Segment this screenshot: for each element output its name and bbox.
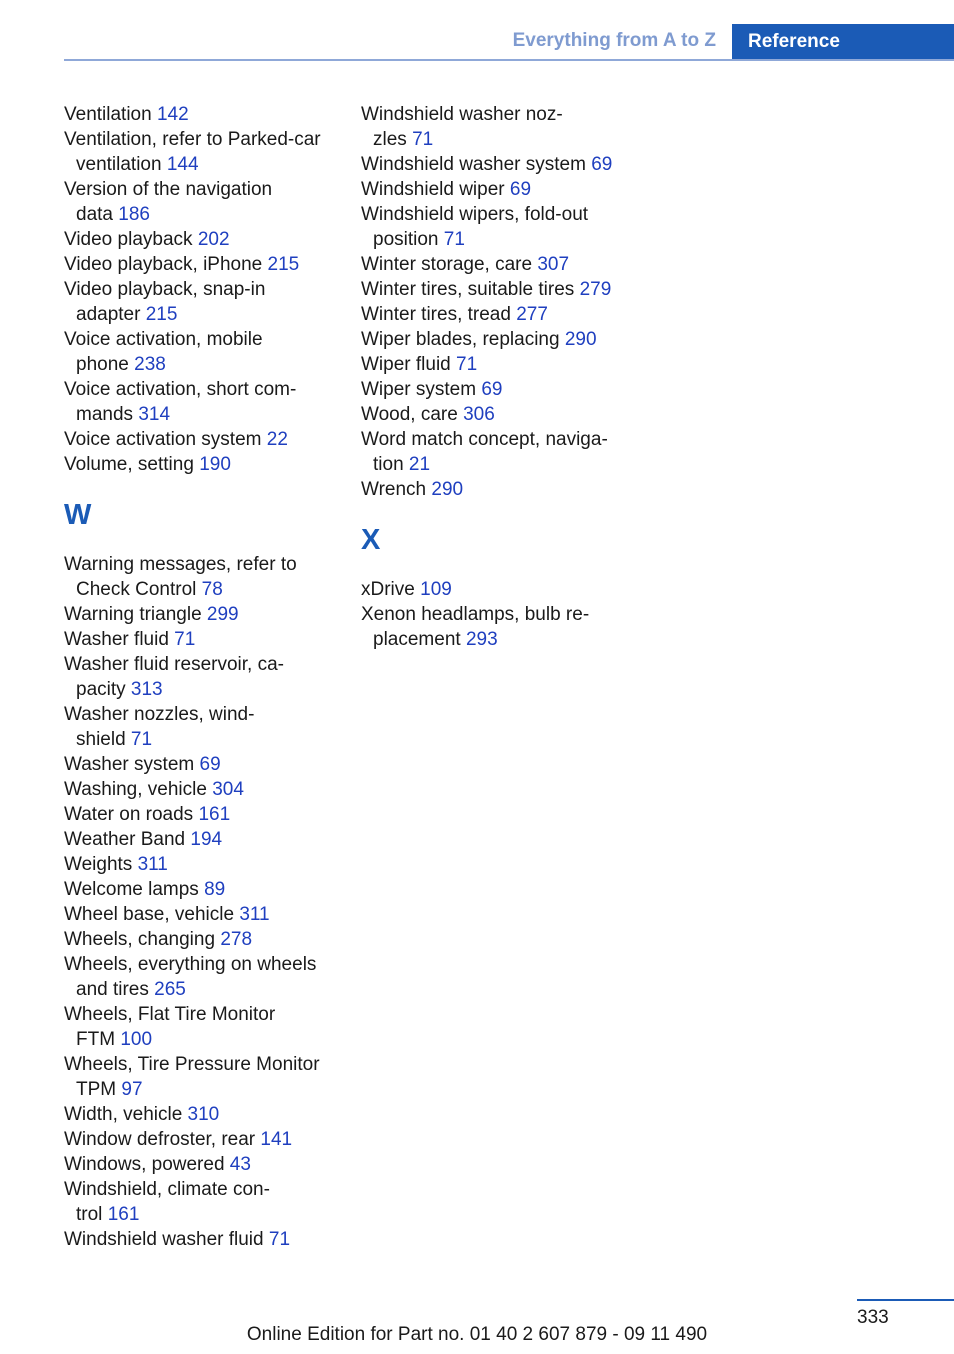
index-entry-line [64,302,354,327]
index-entry-text: Warning triangle [64,604,207,625]
index-entry-text: Wrench [361,479,432,500]
index-entry-text: Volume, setting [64,454,200,475]
index-entry-text: Voice activation system [64,429,267,450]
index-entry-text: Ventilation, refer to Parked-car [64,129,321,150]
index-entry [64,1152,354,1177]
index-entry-line [64,902,354,927]
index-entry-text: Wood, care [361,404,464,425]
index-entry-line [361,602,651,627]
page-reference-link[interactable]: 78 [201,579,223,600]
index-entry [64,1127,354,1152]
index-entry-line [361,427,651,452]
index-entry-text: data [76,204,119,225]
index-entry [361,352,651,377]
index-entry [361,152,651,177]
index-entry-text: Wiper fluid [361,354,457,375]
index-entry-text: Warning messages, refer to [64,554,297,575]
index-entry [64,552,354,602]
index-entry-line [64,1052,354,1077]
index-letter-heading: W [64,499,92,531]
index-entry [64,1177,354,1227]
index-entry [64,327,354,377]
page-reference-link[interactable]: 310 [187,1104,220,1125]
index-entry [361,477,651,502]
index-entry [361,277,651,302]
page-reference-link[interactable]: 186 [118,204,150,225]
index-entry-text: Windshield washer fluid [64,1229,269,1250]
index-entry [64,877,354,902]
index-entry-text: placement [373,629,466,650]
page-reference-link[interactable]: 142 [156,104,189,125]
index-entry-line [64,402,354,427]
index-entry [64,127,354,177]
index-entry-line [64,602,354,627]
index-entry-line [64,827,354,852]
footer-divider [857,1299,954,1301]
index-entry-line [64,652,354,677]
index-entry-text: Windshield washer system [361,154,592,175]
index-entry-text: and tires [76,979,155,1000]
index-entry-line [64,1102,354,1127]
index-entry-text: position [373,229,444,250]
index-entry-text: mands [76,404,139,425]
index-entry-line [361,327,651,352]
page-reference-link[interactable]: 141 [260,1129,293,1150]
index-entry-text: Weights [64,854,138,875]
index-entry-line [64,627,354,652]
index-entry-line [64,152,354,177]
page-reference-link[interactable]: 306 [463,404,495,425]
index-entry-line [64,227,354,252]
index-entry-line [64,427,354,452]
index-entry-line [64,1027,354,1052]
index-entry [361,202,651,252]
index-entry-text: phone [76,354,135,375]
index-entry [64,1227,354,1252]
index-entry [64,452,354,477]
index-entry-line [361,452,651,477]
index-entry-line [361,302,651,327]
index-entry-line [361,402,651,427]
header-divider [64,59,954,61]
index-entry [64,377,354,427]
index-entry-line [64,702,354,727]
index-entry [64,927,354,952]
index-entry [64,1102,354,1127]
page-reference-link[interactable]: 215 [267,254,300,275]
index-entry-text: Xenon headlamps, bulb re- [361,604,590,625]
index-entry [64,177,354,227]
page-reference-link[interactable]: 190 [199,454,231,475]
index-entry-line [64,252,354,277]
index-entry-line [64,1202,354,1227]
page-reference-link[interactable]: 21 [408,454,431,475]
index-entry-text: Video playback, iPhone [64,254,268,275]
page-reference-link[interactable]: 238 [134,354,166,375]
index-entry-line [361,202,651,227]
index-entry [64,852,354,877]
page-reference-link[interactable]: 71 [456,354,478,375]
index-entry-line [64,1002,354,1027]
page-reference-link[interactable]: 71 [443,229,465,250]
index-entry-text: xDrive [361,579,421,600]
index-entry-line [361,177,651,202]
index-entry-text: TPM [76,1079,122,1100]
index-entry-text: Windshield wipers, fold-out [361,204,589,225]
page-reference-link[interactable]: 202 [197,229,230,250]
index-entry [64,652,354,702]
index-entry-text: Windshield washer noz- [361,104,563,125]
index-entry-line [361,252,651,277]
index-entry-line [64,1227,354,1252]
index-entry-line [361,102,651,127]
index-entry-line [64,677,354,702]
index-entry-text: Washer fluid reservoir, ca- [64,654,284,675]
index-letter-heading: X [361,524,381,556]
page-reference-link[interactable]: 311 [137,854,168,875]
index-entry-text: Check Control [76,579,202,600]
index-entry-line [64,1077,354,1102]
index-entry-line [64,727,354,752]
index-entry-line [361,577,651,602]
page-reference-link[interactable]: 307 [537,254,570,275]
index-entry-text: Washer nozzles, wind- [64,704,255,725]
index-entry-text: Wheels, everything on wheels [64,954,317,975]
page-reference-link[interactable]: 97 [121,1079,143,1100]
index-entry [361,377,651,402]
index-entry [64,102,354,127]
index-entry-line [64,277,354,302]
index-entry-line [64,952,354,977]
index-entry-line [361,627,651,652]
index-entry-text: tion [373,454,409,475]
index-entry [64,252,354,277]
page-reference-link[interactable]: 22 [266,429,288,450]
page-reference-link[interactable]: 194 [190,829,223,850]
index-entry-text: Winter tires, tread [361,304,517,325]
index-entry [64,827,354,852]
index-entry-line [361,127,651,152]
index-entry-text: Washer fluid [64,629,175,650]
index-entry-line [64,552,354,577]
index-entry-text: Video playback [64,229,198,250]
page-reference-link[interactable]: 100 [120,1029,153,1050]
index-entry-line [64,1152,354,1177]
index-entry [64,1002,354,1052]
index-entry-text: trol [76,1204,108,1225]
index-entry [361,252,651,277]
page-reference-link[interactable]: 69 [199,754,221,775]
index-entry [361,402,651,427]
index-entry [64,627,354,652]
index-entry-text: Winter tires, suitable tires [361,279,580,300]
page-reference-link[interactable]: 304 [212,779,244,800]
index-entry-text: Weather Band [64,829,191,850]
index-entry-text: Winter storage, care [361,254,538,275]
page-reference-link[interactable]: 144 [166,154,199,175]
page-reference-link[interactable]: 69 [481,379,503,400]
index-entry [361,102,651,152]
index-entry [361,427,651,477]
index-entry-line [64,202,354,227]
index-entry-text: Voice activation, mobile [64,329,263,350]
index-entry-line [361,352,651,377]
index-entry-text: ventilation [76,154,167,175]
index-entry-line [64,802,354,827]
index-entry [64,777,354,802]
page-reference-link[interactable]: 71 [174,629,196,650]
index-entry-text: Windows, powered [64,1154,230,1175]
index-entry [361,327,651,352]
index-entry [64,277,354,327]
index-entry-line [64,177,354,202]
index-entry-text: zles [373,129,413,150]
index-entry-line [64,377,354,402]
index-entry-line [64,852,354,877]
index-entry-line [64,1177,354,1202]
index-entry-text: Windshield, climate con- [64,1179,270,1200]
index-entry-text: Water on roads [64,804,199,825]
index-entry-text: Wheels, Tire Pressure Monitor [64,1054,320,1075]
page-reference-link[interactable]: 299 [206,604,239,625]
page-reference-link[interactable]: 293 [465,629,498,650]
index-entry [64,902,354,927]
index-entry-text: Window defroster, rear [64,1129,261,1150]
page-reference-link[interactable]: 314 [138,404,171,425]
index-entry-text: pacity [76,679,131,700]
index-entry-text: Washing, vehicle [64,779,213,800]
page-reference-link[interactable]: 43 [229,1154,251,1175]
index-entry-text: shield [76,729,131,750]
index-entry-line [361,152,651,177]
index-entry-line [64,977,354,1002]
index-entry [64,602,354,627]
page-reference-link[interactable]: 161 [198,804,231,825]
page-reference-link[interactable]: 69 [509,179,532,200]
index-entry [64,1052,354,1102]
index-entry-line [64,102,354,127]
page-reference-link[interactable]: 290 [431,479,464,500]
page-reference-link[interactable]: 313 [130,679,163,700]
page-reference-link[interactable]: 161 [107,1204,140,1225]
index-entry-text: Wheel base, vehicle [64,904,240,925]
index-entry [64,952,354,1002]
page-reference-link[interactable]: 71 [130,729,153,750]
index-entry-line [64,927,354,952]
index-entry-line [64,352,354,377]
page-reference-link[interactable]: 71 [412,129,434,150]
index-entry-text: Video playback, snap-in [64,279,266,300]
index-entry-text: Wheels, changing [64,929,221,950]
index-entry-line [64,777,354,802]
page-reference-link[interactable]: 89 [204,879,226,900]
index-entry-text: Wiper system [361,379,482,400]
page-reference-link[interactable]: 277 [516,304,548,325]
header-reference-tab: Reference [732,24,954,61]
index-entry-line [64,327,354,352]
index-entry [64,702,354,752]
index-entry-line [64,752,354,777]
index-entry [361,577,651,602]
index-entry-line [64,877,354,902]
index-entry-text: adapter [76,304,146,325]
index-entry-line [361,227,651,252]
index-entry-line [64,577,354,602]
index-entry [64,802,354,827]
page-reference-link[interactable]: 311 [239,904,270,925]
page-reference-link[interactable]: 215 [145,304,178,325]
index-entry [64,227,354,252]
page-reference-link[interactable]: 265 [154,979,186,1000]
index-entry-text: Windshield wiper [361,179,510,200]
index-entry [64,752,354,777]
index-entry-line [64,127,354,152]
index-column-right [361,102,651,652]
index-entry-text: Ventilation [64,104,157,125]
page-reference-link[interactable]: 69 [591,154,613,175]
index-entry [361,602,651,652]
page-reference-link[interactable]: 279 [579,279,612,300]
header-section-title: Everything from A to Z [512,30,716,51]
page-reference-link[interactable]: 71 [268,1229,291,1250]
index-entry-text: Wiper blades, replacing [361,329,565,350]
page-number: 333 [857,1307,889,1328]
index-entry-text: Wheels, Flat Tire Monitor [64,1004,276,1025]
index-entry [64,427,354,452]
page-reference-link[interactable]: 290 [564,329,597,350]
index-entry [361,302,651,327]
index-entry-text: Welcome lamps [64,879,205,900]
footer-edition-text: Online Edition for Part no. 01 40 2 607 879 - 09 11 490 [246,1324,708,1345]
index-entry-line [64,452,354,477]
index-entry-text: Washer system [64,754,200,775]
index-entry-text: FTM [76,1029,121,1050]
index-entry [361,177,651,202]
index-entry-line [64,1127,354,1152]
index-entry-text: Width, vehicle [64,1104,188,1125]
index-entry-text: Voice activation, short com- [64,379,297,400]
index-entry-line [361,477,651,502]
page-reference-link[interactable]: 109 [420,579,452,600]
index-column-left [64,102,354,1252]
index-entry-line [361,277,651,302]
index-entry-text: Word match concept, naviga- [361,429,608,450]
index-entry-line [361,377,651,402]
index-entry-text: Version of the navigation [64,179,273,200]
page-reference-link[interactable]: 278 [220,929,253,950]
